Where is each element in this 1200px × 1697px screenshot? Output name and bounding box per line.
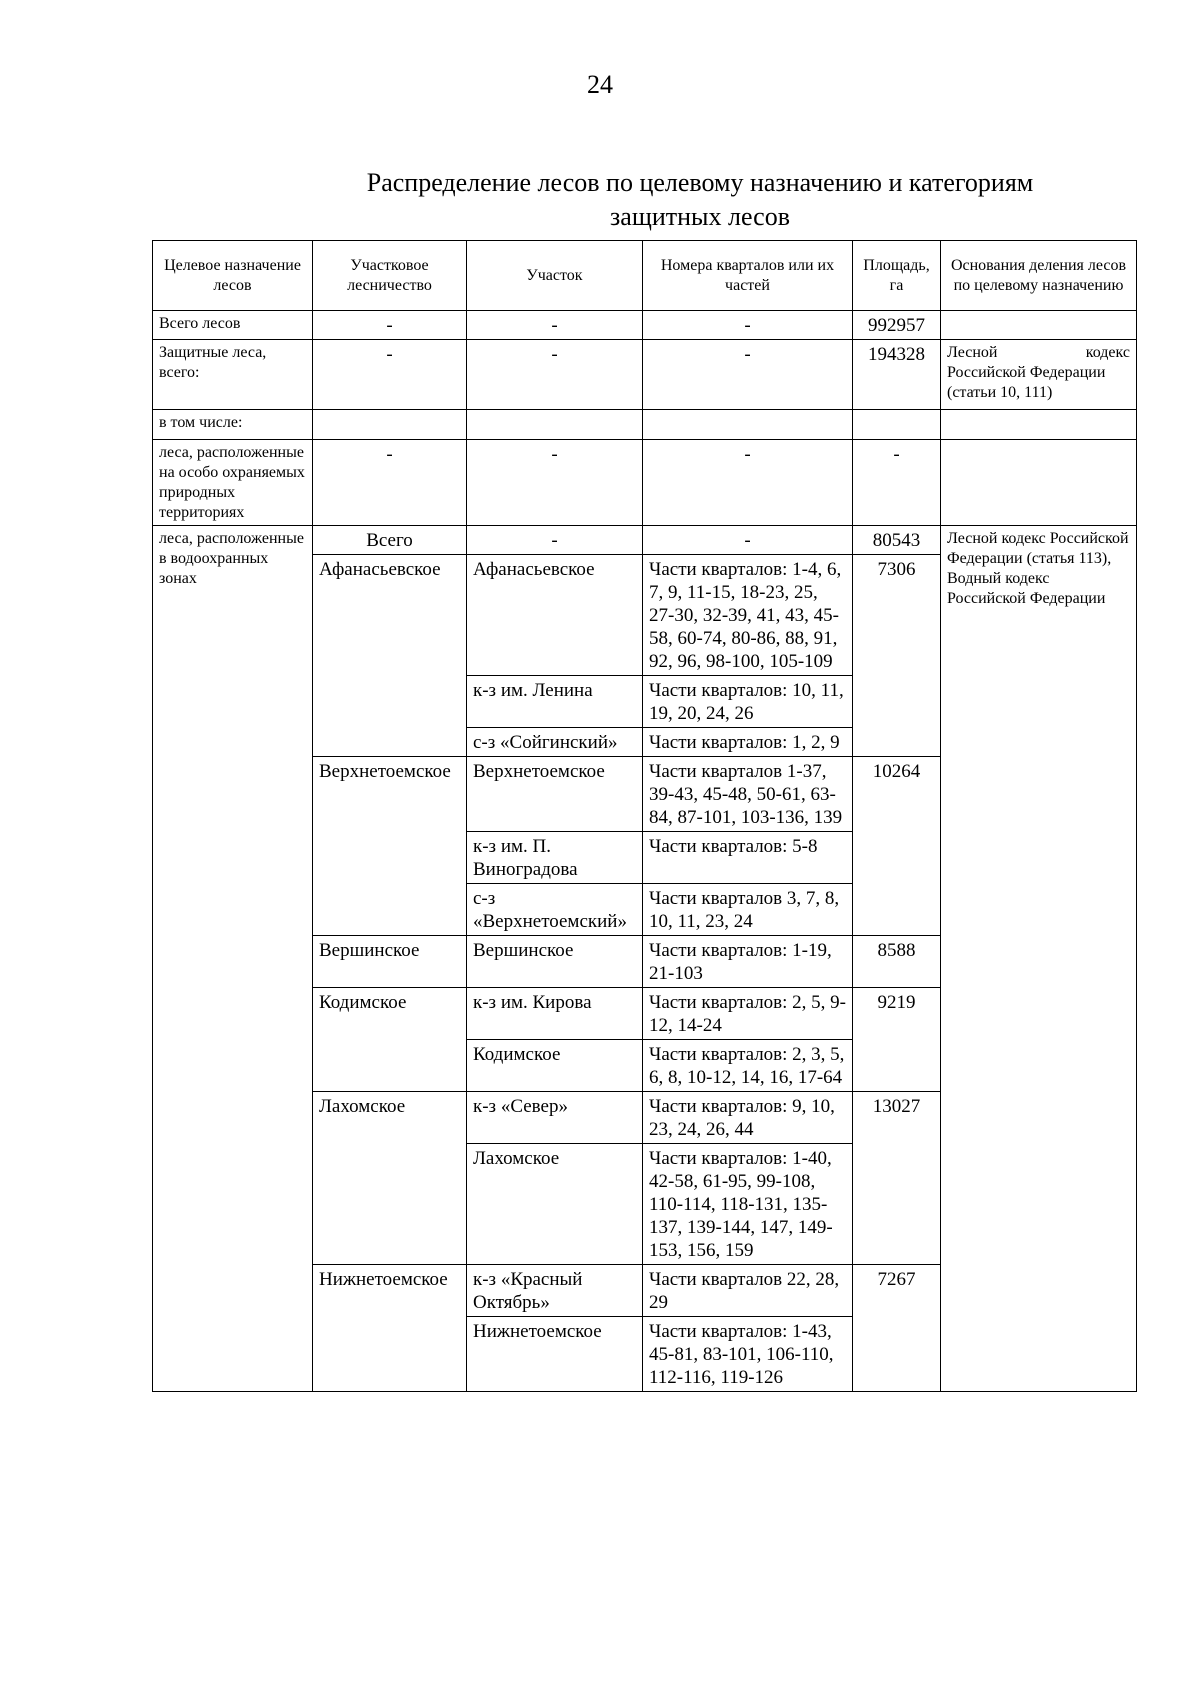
protective-basis-line-1: Лесной кодекс: [947, 344, 1130, 361]
section-quarters: Части кварталов: 1-19, 21-103: [643, 936, 853, 988]
header-area: Площадь, га: [853, 241, 941, 311]
section-quarters: Части кварталов: 2, 3, 5, 6, 8, 10-12, 14, 16, 17-64: [643, 1040, 853, 1092]
forestry-name: Кодимское: [313, 988, 467, 1092]
section-name: к-з «Красный Октябрь»: [467, 1265, 643, 1317]
document-title: [300, 166, 1100, 234]
protected-areas-quarters: -: [643, 440, 853, 526]
table-header-row: [153, 241, 1137, 311]
forest-distribution-table: [152, 240, 1137, 1392]
total-section: -: [467, 311, 643, 340]
section-name: Лахомское: [467, 1144, 643, 1265]
total-forestry: -: [313, 311, 467, 340]
forestry-name: Вершинское: [313, 936, 467, 988]
title-line-1: Распределение лесов по целевому назначению и категориям: [366, 168, 1034, 197]
header-forestry: Участковое лесничество: [313, 241, 467, 311]
water-zones-total-section: -: [467, 526, 643, 555]
forestry-area: 10264: [853, 757, 941, 936]
section-quarters: Части кварталов 22, 28, 29: [643, 1265, 853, 1317]
section-name: к-з «Север»: [467, 1092, 643, 1144]
section-name: Нижнетоемское: [467, 1317, 643, 1392]
section-name: Вершинское: [467, 936, 643, 988]
water-zones-total-forestry: Всего: [313, 526, 467, 555]
forestry-area: 7267: [853, 1265, 941, 1392]
water-zones-label: леса, расположенные в водоохранных зонах: [153, 526, 313, 1392]
table-row: [153, 340, 1137, 410]
section-quarters: Части кварталов: 10, 11, 19, 20, 24, 26: [643, 676, 853, 728]
protected-areas-area: -: [853, 440, 941, 526]
section-name: с-з «Верхнетоемский»: [467, 884, 643, 936]
table-row: [153, 526, 1137, 555]
protective-basis: [941, 340, 1137, 410]
table-row: [153, 311, 1137, 340]
water-zones-total-quarters: -: [643, 526, 853, 555]
page-number: 24: [587, 70, 613, 99]
forestry-name: Нижнетоемское: [313, 1265, 467, 1392]
forestry-area: 8588: [853, 936, 941, 988]
header-purpose: Целевое назначение лесов: [153, 241, 313, 311]
total-quarters: -: [643, 311, 853, 340]
section-name: Кодимское: [467, 1040, 643, 1092]
total-label: Всего лесов: [153, 311, 313, 340]
including-label: в том числе:: [153, 410, 313, 440]
section-quarters: Части кварталов: 5-8: [643, 832, 853, 884]
forestry-name: Лахомское: [313, 1092, 467, 1265]
section-quarters: Части кварталов: 1-40, 42-58, 61-95, 99-108, 110-114, 118-131, 135-137, 139-144, 147, 149-153, 156, 159: [643, 1144, 853, 1265]
water-zones-basis: Лесной кодекс Российской Федерации (статья 113), Водный кодекс Российской Федерации: [941, 526, 1137, 1392]
protective-forestry: -: [313, 340, 467, 410]
protective-basis-line-2: Российской Федерации (статьи 10, 111): [947, 364, 1106, 401]
protective-section: -: [467, 340, 643, 410]
total-area: 992957: [853, 311, 941, 340]
table-row: [153, 410, 1137, 440]
header-section: Участок: [467, 241, 643, 311]
header-quarters: Номера кварталов или их частей: [643, 241, 853, 311]
table-row: [153, 440, 1137, 526]
section-name: к-з им. Ленина: [467, 676, 643, 728]
section-name: Афанасьевское: [467, 555, 643, 676]
protective-quarters: -: [643, 340, 853, 410]
protective-area: 194328: [853, 340, 941, 410]
total-basis: [941, 311, 1137, 340]
protected-areas-label: леса, расположенные на особо охраняемых природных территориях: [153, 440, 313, 526]
water-zones-total-area: 80543: [853, 526, 941, 555]
protective-label: Защитные леса, всего:: [153, 340, 313, 410]
section-quarters: Части кварталов: 1, 2, 9: [643, 728, 853, 757]
section-quarters: Части кварталов: 1-43, 45-81, 83-101, 106-110, 112-116, 119-126: [643, 1317, 853, 1392]
header-basis: Основания деления лесов по целевому назначению: [941, 241, 1137, 311]
section-quarters: Части кварталов 3, 7, 8, 10, 11, 23, 24: [643, 884, 853, 936]
protected-areas-section: -: [467, 440, 643, 526]
section-quarters: Части кварталов: 1-4, 6, 7, 9, 11-15, 18-23, 25, 27-30, 32-39, 41, 43, 45-58, 60-74, 80-86, 88, 91, 92, 96, 98-100, 105-109: [643, 555, 853, 676]
title-line-2: защитных лесов: [610, 202, 790, 231]
section-quarters: Части кварталов: 2, 5, 9-12, 14-24: [643, 988, 853, 1040]
forestry-name: Афанасьевское: [313, 555, 467, 757]
section-quarters: Части кварталов: 9, 10, 23, 24, 26, 44: [643, 1092, 853, 1144]
section-name: Верхнетоемское: [467, 757, 643, 832]
forestry-area: 13027: [853, 1092, 941, 1265]
section-name: с-з «Сойгинский»: [467, 728, 643, 757]
forestry-area: 7306: [853, 555, 941, 757]
forestry-area: 9219: [853, 988, 941, 1092]
section-quarters: Части кварталов 1-37, 39-43, 45-48, 50-61, 63-84, 87-101, 103-136, 139: [643, 757, 853, 832]
section-name: к-з им. П. Виноградова: [467, 832, 643, 884]
forestry-name: Верхнетоемское: [313, 757, 467, 936]
protected-areas-forestry: -: [313, 440, 467, 526]
section-name: к-з им. Кирова: [467, 988, 643, 1040]
